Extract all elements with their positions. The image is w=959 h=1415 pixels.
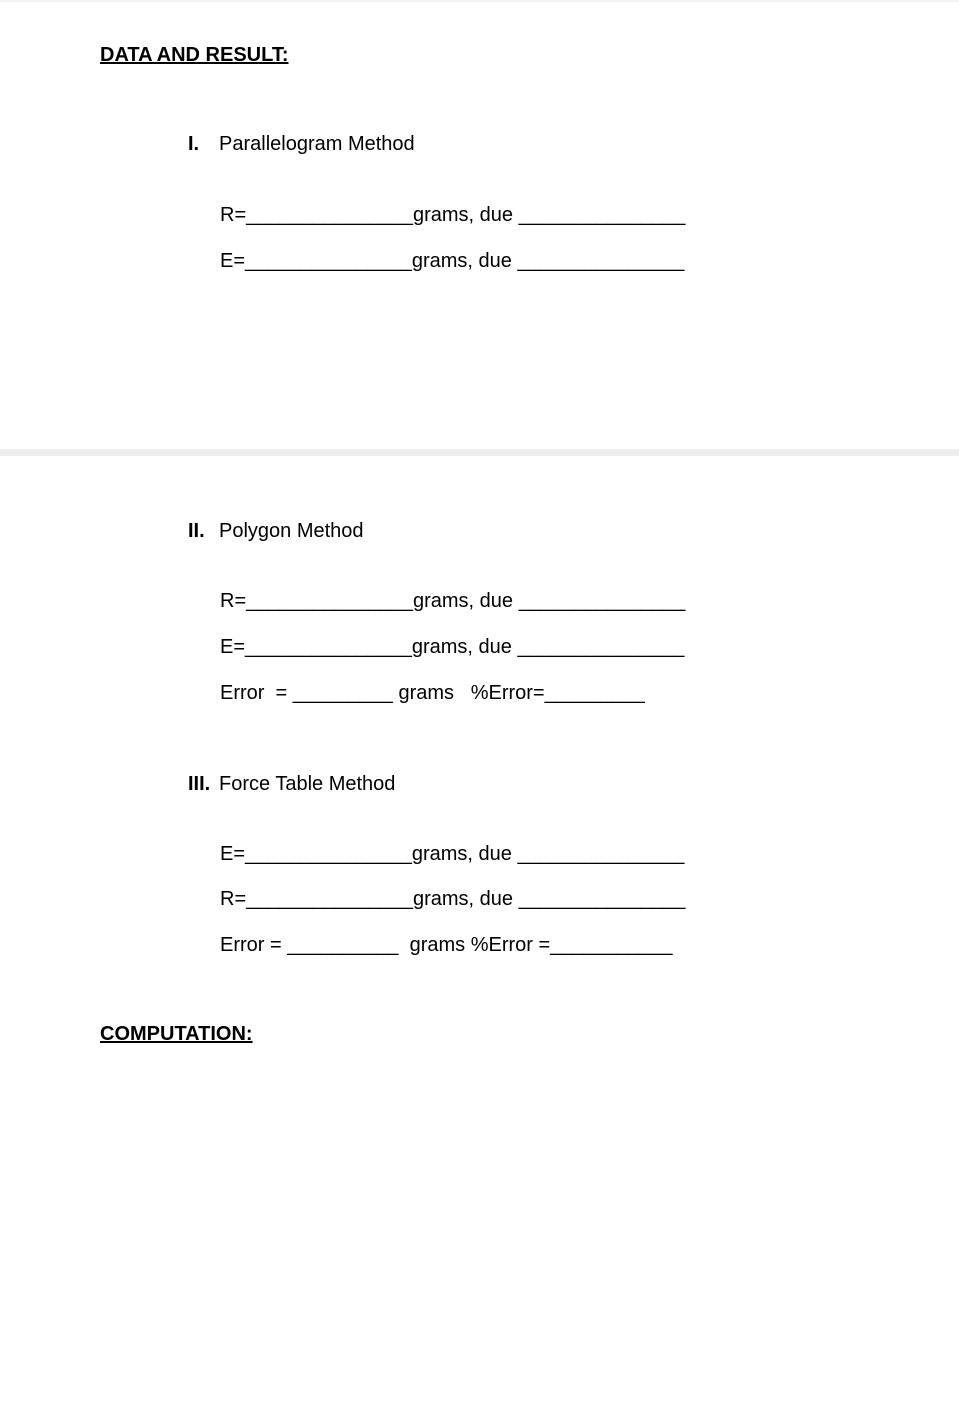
force-table-error-line: Error = __________ grams %Error =___________ (220, 934, 673, 956)
computation-heading: COMPUTATION: (100, 1023, 253, 1045)
polygon-r-line: R=_______________grams, due _______________ (220, 590, 686, 612)
section-label: Polygon Method (219, 520, 364, 542)
section-label: Parallelogram Method (219, 133, 415, 155)
document-page-1 (0, 0, 959, 449)
page-separator (0, 449, 959, 456)
parallelogram-r-line: R=_______________grams, due _______________ (220, 204, 686, 226)
section-polygon-title (188, 520, 364, 543)
section-number: III. (188, 773, 211, 795)
section-parallelogram-title (188, 133, 415, 156)
force-table-e-line: E=_______________grams, due _______________ (220, 843, 685, 865)
parallelogram-e-line: E=_______________grams, due _______________ (220, 250, 685, 272)
polygon-error-line: Error = _________ grams %Error=_________ (220, 682, 645, 704)
polygon-e-line: E=_______________grams, due _______________ (220, 636, 685, 658)
section-force-table-title (188, 773, 395, 796)
force-table-r-line: R=_______________grams, due _______________ (220, 888, 686, 910)
section-number: II. (188, 520, 205, 542)
document-page-2 (0, 456, 959, 1415)
section-number: I. (188, 133, 200, 155)
section-label: Force Table Method (219, 773, 396, 795)
data-and-result-heading: DATA AND RESULT: (100, 44, 289, 66)
